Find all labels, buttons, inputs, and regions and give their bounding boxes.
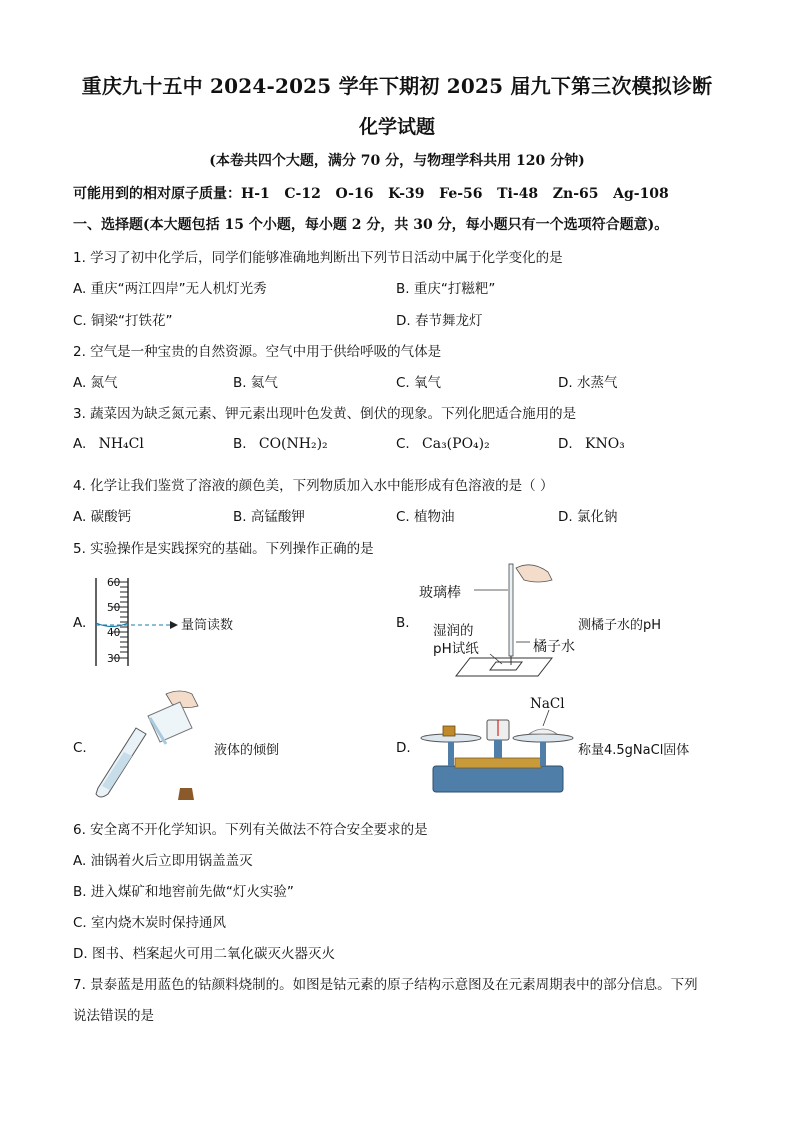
section-heading: 一、选择题(本大题包括 15 个小题，每小题 2 分，共 30 分，每小题只有一个选项符合题意)。 bbox=[73, 217, 669, 233]
q5-option-a-caption: 量筒读数 bbox=[181, 618, 234, 633]
q1-option-c[interactable]: C. 铜梁“打铁花” bbox=[73, 313, 173, 329]
q5-option-b-label[interactable]: B. bbox=[396, 615, 410, 631]
q4-option-b[interactable]: B. 高锰酸钾 bbox=[233, 509, 305, 525]
tick-label-60: 60 bbox=[107, 577, 121, 589]
question-7: 7. 景泰蓝是用蓝色的钴颜料烧制的。如图是钴元素的原子结构示意图及在元素周期表中的部分信息。下列 bbox=[73, 977, 698, 993]
q2-option-a[interactable]: A. 氮气 bbox=[73, 375, 118, 391]
exam-subtitle: 化学试题 bbox=[358, 116, 435, 138]
question-4: 4. 化学让我们鉴赏了溶液的颜色美，下列物质加入水中能形成有色溶液的是（ ） bbox=[73, 478, 554, 494]
q1-option-a[interactable]: A. 重庆“两江四岸”无人机灯光秀 bbox=[73, 281, 267, 297]
tick-label-50: 50 bbox=[107, 602, 121, 614]
q4-option-d[interactable]: D. 氯化钠 bbox=[558, 509, 618, 525]
q6-option-a[interactable]: A. 油锅着火后立即用锅盖盖灭 bbox=[73, 853, 253, 869]
q6-option-d[interactable]: D. 图书、档案起火可用二氧化碳灭火器灭火 bbox=[73, 946, 335, 962]
q3-option-a[interactable] bbox=[73, 436, 144, 452]
q3-option-b-formula: CO(NH₂)₂ bbox=[258, 436, 328, 452]
q4-option-c[interactable]: C. 植物油 bbox=[396, 509, 455, 525]
q5-option-c-caption: 液体的倾倒 bbox=[214, 743, 280, 758]
question-2: 2. 空气是一种宝贵的自然资源。空气中用于供给呼吸的气体是 bbox=[73, 344, 442, 360]
orange-juice-label: 橘子水 bbox=[533, 639, 575, 655]
question-7-continued: 说法错误的是 bbox=[73, 1008, 154, 1024]
q5-option-d-caption: 称量4.5gNaCl固体 bbox=[578, 743, 690, 758]
q3-option-d-formula: KNO₃ bbox=[584, 436, 625, 452]
q3-option-c[interactable] bbox=[396, 436, 490, 452]
q4-option-a[interactable]: A. 碳酸钙 bbox=[73, 509, 132, 525]
q2-option-b[interactable]: B. 氦气 bbox=[233, 375, 278, 391]
q3-option-d-label: D. bbox=[558, 436, 573, 452]
q1-option-b[interactable]: B. 重庆“打糍粑” bbox=[396, 281, 496, 297]
q2-option-d[interactable]: D. 水蒸气 bbox=[558, 375, 618, 391]
glass-rod-label: 玻璃棒 bbox=[419, 585, 461, 601]
tick-label-40: 40 bbox=[107, 627, 121, 639]
exam-note: (本卷共四个大题，满分 70 分，与物理学科共用 120 分钟) bbox=[209, 153, 585, 169]
q5-option-c-label[interactable]: C. bbox=[73, 740, 87, 756]
q2-option-c[interactable]: C. 氧气 bbox=[396, 375, 442, 391]
q3-option-a-formula: NH₄Cl bbox=[98, 436, 144, 452]
q6-option-c[interactable]: C. 室内烧木炭时保持通风 bbox=[73, 915, 227, 931]
question-1: 1. 学习了初中化学后，同学们能够准确地判断出下列节日活动中属于化学变化的是 bbox=[73, 250, 563, 266]
balance-figure bbox=[415, 700, 580, 800]
q3-option-b-label: B. bbox=[233, 436, 247, 452]
q5-option-b-caption: 测橘子水的pH bbox=[578, 618, 662, 633]
question-6: 6. 安全离不开化学知识。下列有关做法不符合安全要求的是 bbox=[73, 822, 428, 838]
q5-option-a-label[interactable]: A. bbox=[73, 615, 87, 631]
question-3: 3. 蔬菜因为缺乏氮元素、钾元素出现叶色发黄、倒伏的现象。下列化肥适合施用的是 bbox=[73, 406, 577, 422]
q3-option-d[interactable] bbox=[558, 436, 625, 452]
q3-option-c-label: C. bbox=[396, 436, 410, 452]
q6-option-b[interactable]: B. 进入煤矿和地窖前先做“灯火实验” bbox=[73, 884, 294, 900]
wet-paper-label: 湿润的 bbox=[433, 623, 474, 639]
question-5: 5. 实验操作是实践探究的基础。下列操作正确的是 bbox=[73, 541, 374, 557]
tick-label-30: 30 bbox=[107, 653, 121, 665]
graduated-cylinder-figure bbox=[92, 574, 182, 670]
ph-paper-label: pH试纸 bbox=[433, 641, 479, 657]
atomic-masses: 可能用到的相对原子质量：H-1 C-12 O-16 K-39 Fe-56 Ti-48 Zn-65 Ag-108 bbox=[73, 186, 669, 202]
nacl-label: NaCl bbox=[530, 696, 565, 712]
exam-title: 重庆九十五中 2024-2025 学年下期初 2025 届九下第三次模拟诊断 bbox=[81, 74, 713, 98]
q5-option-d-label[interactable]: D. bbox=[396, 740, 411, 756]
q1-option-d[interactable]: D. 春节舞龙灯 bbox=[396, 313, 483, 329]
q3-option-b[interactable] bbox=[233, 436, 328, 452]
liquid-pouring-figure bbox=[88, 688, 214, 806]
q3-option-a-label: A. bbox=[73, 436, 87, 452]
q3-option-c-formula: Ca₃(PO₄)₂ bbox=[422, 436, 490, 452]
